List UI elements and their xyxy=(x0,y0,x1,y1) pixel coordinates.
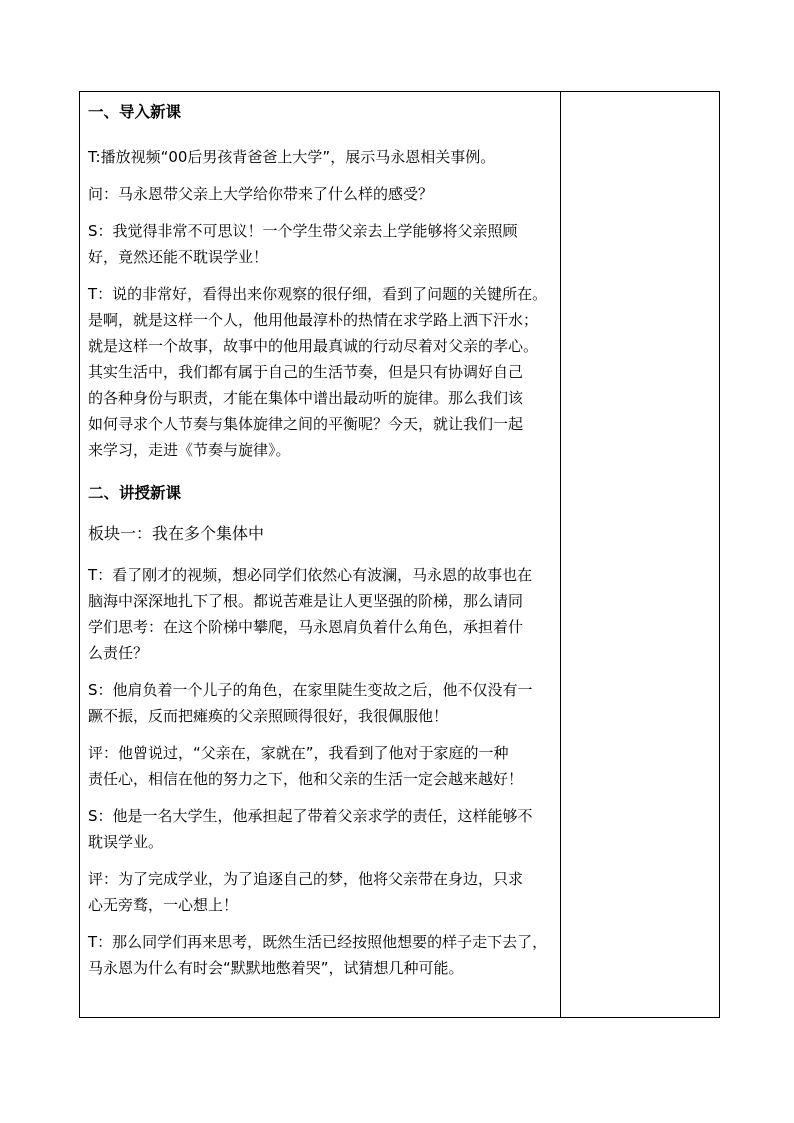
text-line: 来学习，走进《节奏与旋律》。 xyxy=(88,441,291,459)
lesson-table xyxy=(79,91,720,1018)
section2-paragraph xyxy=(88,562,552,666)
lesson-content-cell xyxy=(80,92,560,1017)
text-line: 心无旁骛，一心想上！ xyxy=(88,896,239,914)
section2-paragraph xyxy=(88,803,552,855)
section2-heading: 二、讲授新课 xyxy=(88,484,182,502)
text-line: S：他是一名大学生，他承担起了带着父亲求学的责任，这样能够不 xyxy=(88,807,533,825)
text-line: T：那么同学们再来思考，既然生活已经按照他想要的样子走下去了， xyxy=(88,933,548,951)
section1-paragraph xyxy=(88,281,552,463)
notes-cell xyxy=(561,92,719,1017)
text-line: 学们思考：在这个阶梯中攀爬，马永恩肩负着什么角色，承担着什 xyxy=(88,618,524,636)
text-line: S：他肩负着一个儿子的角色，在家里陡生变故之后，他不仅没有一 xyxy=(88,681,533,699)
text-line: 其实生活中，我们都有属于自己的生活节奏，但是只有协调好自己 xyxy=(88,363,524,381)
section2-paragraph xyxy=(88,740,552,792)
text-line: 如何寻求个人节奏与集体旋律之间的平衡呢？今天，就让我们一起 xyxy=(88,415,524,433)
section1-paragraph xyxy=(88,218,552,270)
text-line: 责任心，相信在他的努力之下，他和父亲的生活一定会越来越好！ xyxy=(88,770,524,788)
text-line: 就是这样一个故事，故事中的他用最真诚的行动尽着对父亲的孝心。 xyxy=(88,337,539,355)
block-title: 板块一：我在多个集体中 xyxy=(88,524,265,543)
section2-paragraph xyxy=(88,929,552,981)
section1-paragraph: T:播放视频“00后男孩背爸爸上大学”，展示马永恩相关事例。 xyxy=(88,148,496,166)
section2-paragraph xyxy=(88,866,552,918)
text-line: 马永恩为什么有时会“默默地憋着哭”，试猜想几种可能。 xyxy=(88,959,464,977)
text-line: 耽误学业。 xyxy=(88,833,164,851)
text-line: S：我觉得非常不可思议！一个学生带父亲去上学能够将父亲照顾 xyxy=(88,222,518,240)
text-line: 评：为了完成学业，为了追逐自己的梦，他将父亲带在身边，只求 xyxy=(88,870,524,888)
section1-heading: 一、导入新课 xyxy=(88,103,182,121)
text-line: 的各种身份与职责，才能在集体中谱出最动听的旋律。那么我们该 xyxy=(88,389,524,407)
text-line: T：说的非常好，看得出来你观察的很仔细，看到了问题的关键所在。 xyxy=(88,285,548,303)
section2-paragraph xyxy=(88,677,552,729)
text-line: T：看了刚才的视频，想必同学们依然心有波澜，马永恩的故事也在 xyxy=(88,566,533,584)
section1-paragraph: 问：马永恩带父亲上大学给你带来了什么样的感受？ xyxy=(88,185,434,203)
text-line: 好，竟然还能不耽误学业！ xyxy=(88,248,269,266)
text-line: 脑海中深深地扎下了根。都说苦难是让人更坚强的阶梯，那么请同 xyxy=(88,592,524,610)
text-line: 蹶不振，反而把瘫痪的父亲照顾得很好，我很佩服他！ xyxy=(88,707,449,725)
text-line: 评：他曾说过，“父亲在，家就在”，我看到了他对于家庭的一种 xyxy=(88,744,509,762)
text-line: 是啊，就是这样一个人，他用他最淳朴的热情在求学路上洒下汗水； xyxy=(88,311,539,329)
text-line: 么责任？ xyxy=(88,644,149,662)
